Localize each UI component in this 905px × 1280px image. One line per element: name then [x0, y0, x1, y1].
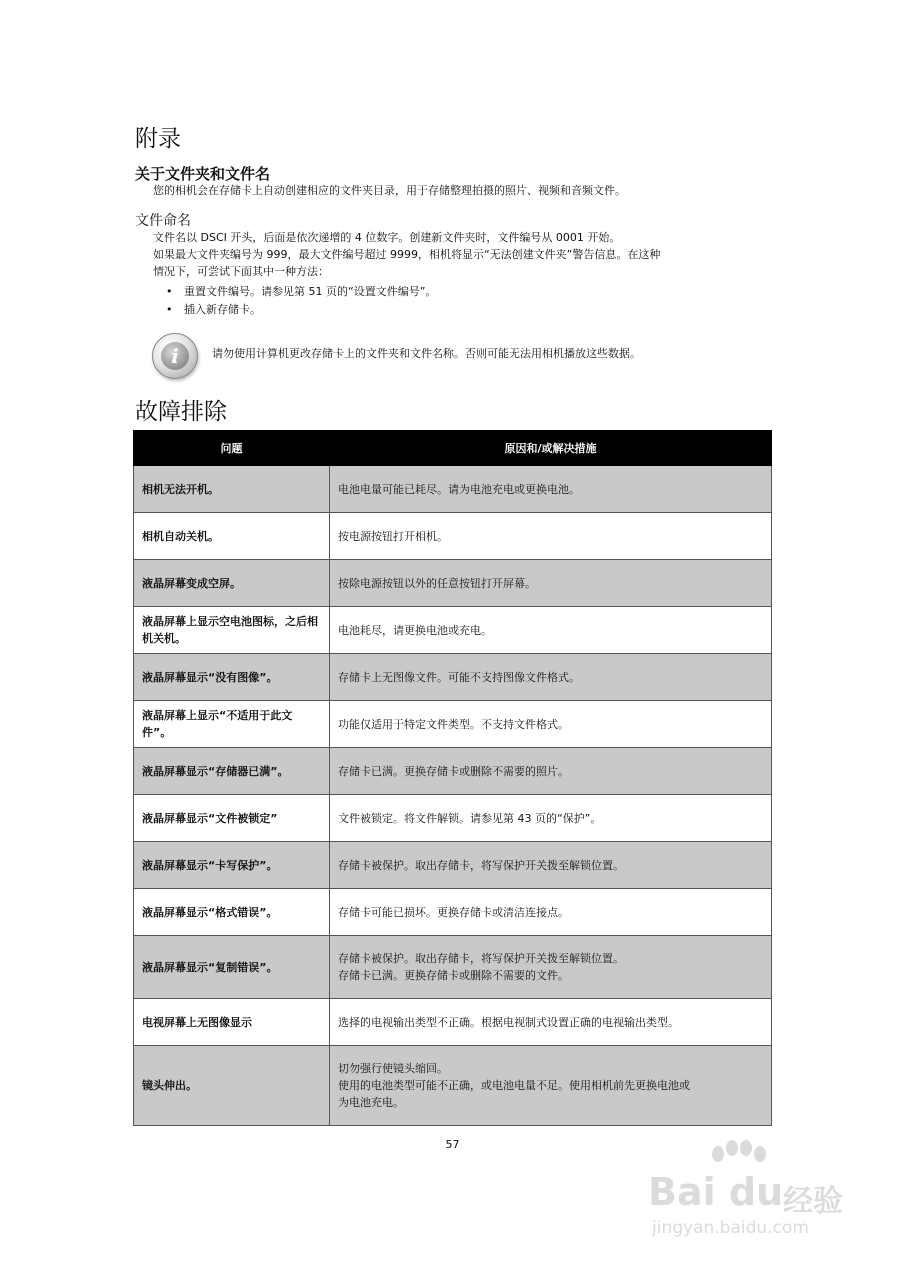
solution-cell: 切勿强行使镜头缩回。 使用的电池类型可能不正确，或电池电量不足。使用相机前先更换电池或 为电池充电。	[330, 1046, 772, 1126]
table-row	[134, 513, 772, 560]
problem-cell: 液晶屏幕显示“没有图像”。	[134, 654, 330, 701]
bullet-symbol: •	[166, 285, 173, 298]
table-row	[134, 560, 772, 607]
table-row	[134, 654, 772, 701]
note-text: 请勿使用计算机更改存储卡上的文件夹和文件名称。否则可能无法用相机播放这些数据。	[212, 347, 641, 360]
bullet-text: 重置文件编号。请参见第 51 页的“设置文件编号”。	[184, 285, 437, 298]
folder-heading: 关于文件夹和文件名	[135, 165, 271, 183]
naming-line-2: 如果最大文件夹编号为 999，最大文件编号超过 9999，相机将显示“无法创建文件夹”警告信息。在这种	[153, 248, 661, 261]
baidu-logo: Bai du	[648, 1170, 784, 1214]
table-row	[134, 795, 772, 842]
solution-cell: 选择的电视输出类型不正确。根据电视制式设置正确的电视输出类型。	[330, 999, 772, 1046]
header-problem: 问题	[134, 431, 330, 466]
problem-cell: 电视屏幕上无图像显示	[134, 999, 330, 1046]
naming-heading: 文件命名	[135, 213, 191, 229]
problem-cell: 液晶屏幕显示“存储器已满”。	[134, 748, 330, 795]
solution-cell: 按除电源按钮以外的任意按钮打开屏幕。	[330, 560, 772, 607]
bullet-text: 插入新存储卡。	[184, 303, 261, 316]
table-header-row	[134, 431, 772, 466]
problem-cell: 相机无法开机。	[134, 466, 330, 513]
table-row	[134, 748, 772, 795]
table-row	[134, 607, 772, 654]
baidu-url: jingyan.baidu.com	[652, 1218, 809, 1238]
table-row	[134, 1046, 772, 1126]
table-row	[134, 936, 772, 999]
problem-cell: 液晶屏幕显示“文件被锁定”	[134, 795, 330, 842]
bullet-item	[166, 301, 261, 317]
problem-cell: 相机自动关机。	[134, 513, 330, 560]
baidu-watermark	[648, 1140, 888, 1240]
header-solution: 原因和/或解决措施	[330, 431, 772, 466]
problem-cell: 液晶屏幕显示“卡写保护”。	[134, 842, 330, 889]
troubleshooting-title: 故障排除	[135, 399, 227, 425]
solution-cell: 文件被锁定。将文件解锁。请参见第 43 页的“保护”。	[330, 795, 772, 842]
problem-cell: 液晶屏幕显示“格式错误”。	[134, 889, 330, 936]
problem-cell: 镜头伸出。	[134, 1046, 330, 1126]
bullet-symbol: •	[166, 303, 173, 316]
problem-cell: 液晶屏幕上显示“不适用于此文件”。	[134, 701, 330, 748]
troubleshooting-table	[133, 430, 772, 1126]
solution-cell: 存储卡已满。更换存储卡或删除不需要的照片。	[330, 748, 772, 795]
info-glyph: i	[171, 344, 179, 368]
baidu-brand: 经验	[783, 1184, 843, 1219]
solution-cell: 功能仅适用于特定文件类型。不支持文件格式。	[330, 701, 772, 748]
table-row	[134, 842, 772, 889]
naming-line-3: 情况下，可尝试下面其中一种方法：	[153, 265, 329, 278]
solution-cell: 存储卡可能已损坏。更换存储卡或清洁连接点。	[330, 889, 772, 936]
page-number: 57	[445, 1138, 460, 1151]
solution-cell: 存储卡被保护。取出存储卡，将写保护开关拨至解锁位置。 存储卡已满。更换存储卡或删除不需要的文件。	[330, 936, 772, 999]
table-row	[134, 999, 772, 1046]
solution-cell: 电池电量可能已耗尽。请为电池充电或更换电池。	[330, 466, 772, 513]
table-row	[134, 701, 772, 748]
table-row	[134, 466, 772, 513]
naming-line-1: 文件名以 DSCI 开头，后面是依次递增的 4 位数字。创建新文件夹时，文件编号从 0001 开始。	[153, 231, 621, 244]
problem-cell: 液晶屏幕变成空屏。	[134, 560, 330, 607]
solution-cell: 按电源按钮打开相机。	[330, 513, 772, 560]
problem-cell: 液晶屏幕显示“复制错误”。	[134, 936, 330, 999]
folder-description: 您的相机会在存储卡上自动创建相应的文件夹目录，用于存储整理拍摄的照片、视频和音频文件。	[153, 184, 626, 197]
solution-cell: 存储卡被保护。取出存储卡，将写保护开关拨至解锁位置。	[330, 842, 772, 889]
solution-cell: 电池耗尽，请更换电池或充电。	[330, 607, 772, 654]
info-icon	[152, 333, 198, 379]
table-row	[134, 889, 772, 936]
bullet-item	[166, 283, 436, 299]
problem-cell: 液晶屏幕上显示空电池图标，之后相机关机。	[134, 607, 330, 654]
appendix-title: 附录	[135, 126, 181, 152]
solution-cell: 存储卡上无图像文件。可能不支持图像文件格式。	[330, 654, 772, 701]
